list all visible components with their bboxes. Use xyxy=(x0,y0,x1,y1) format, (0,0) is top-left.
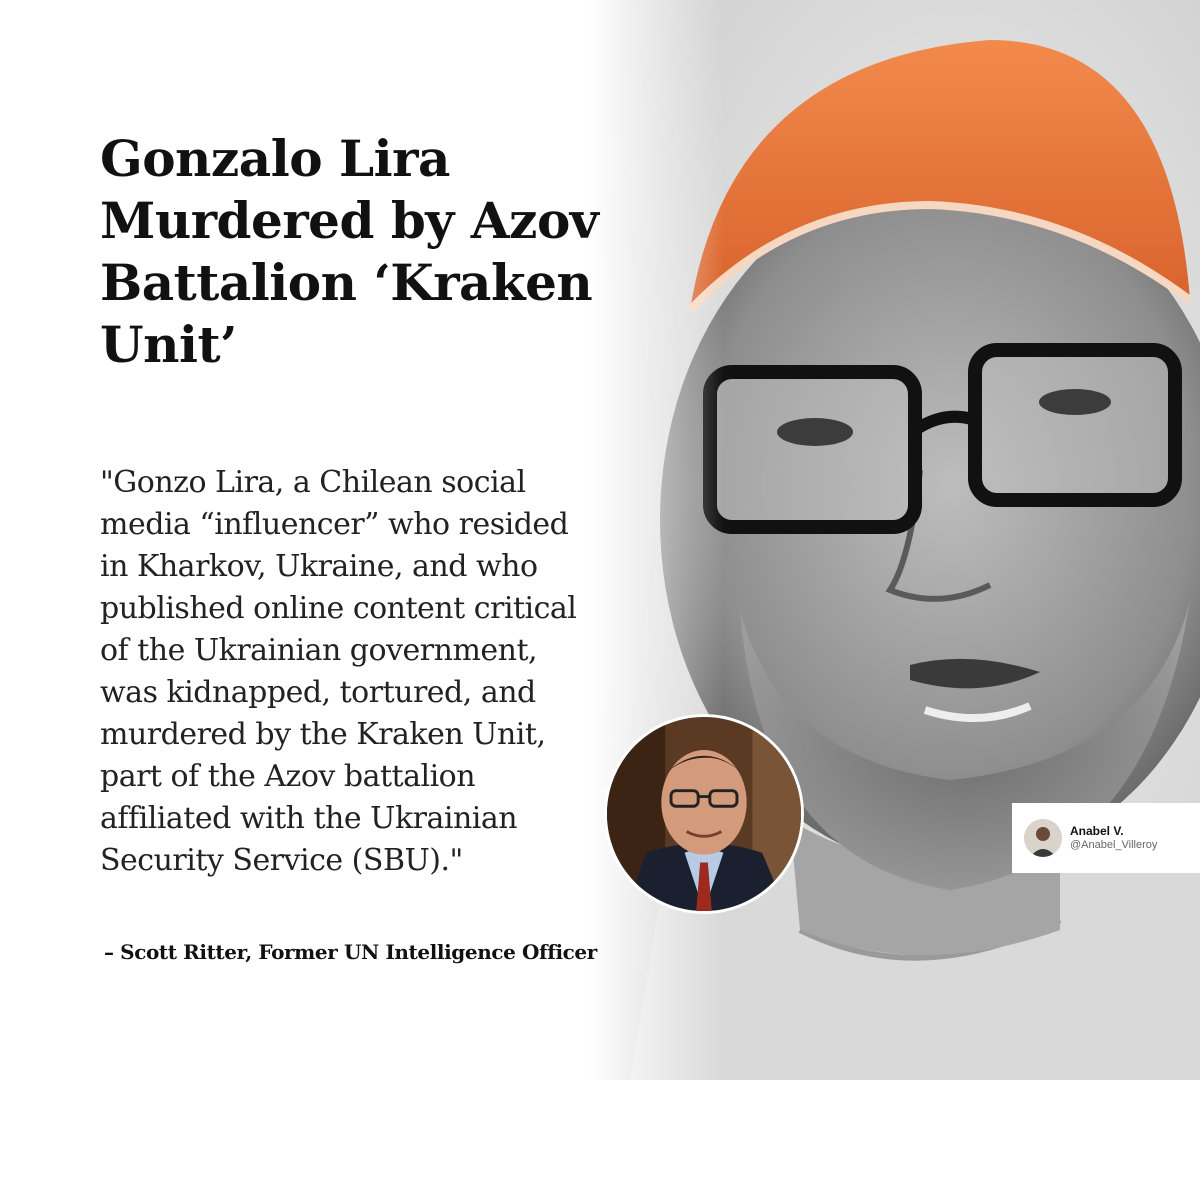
headline-line: Murdered by Azov xyxy=(100,191,599,250)
quote-attribution: – Scott Ritter, Former UN Intelligence Officer xyxy=(104,940,597,964)
headline-line: Gonzalo Lira xyxy=(100,129,450,188)
quote-line: published online content critical xyxy=(100,591,577,626)
quote-line: of the Ukrainian government, xyxy=(100,633,538,668)
sketch-portrait-image xyxy=(590,0,1200,1080)
quote-line: affiliated with the Ukrainian xyxy=(100,801,518,836)
quote-line: murdered by the Kraken Unit, xyxy=(100,717,546,752)
quote-text xyxy=(100,462,660,882)
social-card-handle: @Anabel_Villeroy xyxy=(1070,839,1158,851)
headline-line: Battalion ‘Kraken xyxy=(100,253,593,312)
quote-line: in Kharkov, Ukraine, and who xyxy=(100,549,538,584)
quote-line: Security Service (SBU)." xyxy=(100,843,463,878)
social-attribution-card xyxy=(1012,803,1200,873)
quote-line: "Gonzo Lira, a Chilean social xyxy=(100,465,526,500)
quote-line: was kidnapped, tortured, and xyxy=(100,675,536,710)
quote-line: part of the Azov battalion xyxy=(100,759,476,794)
social-card-text xyxy=(1070,824,1157,852)
social-card-name: Anabel V. xyxy=(1070,824,1124,838)
quote-line: media “influencer” who resided xyxy=(100,507,569,542)
headline-line: Unit’ xyxy=(100,315,237,374)
anabel-avatar-icon xyxy=(1024,819,1062,857)
ritter-avatar-image xyxy=(604,714,804,914)
headline xyxy=(100,128,670,376)
